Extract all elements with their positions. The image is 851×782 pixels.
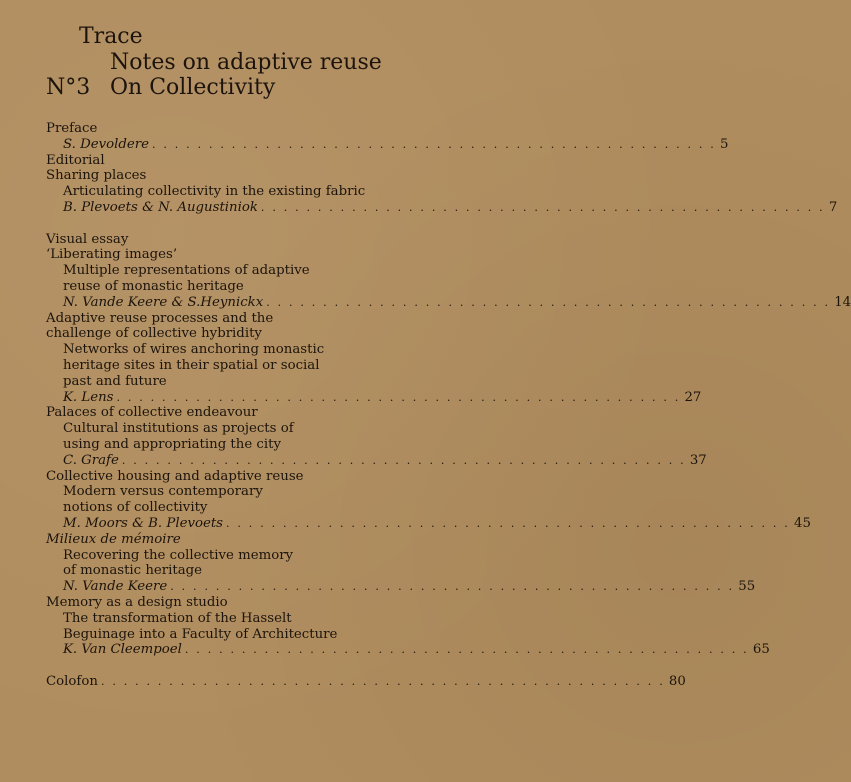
toc-entry-collective-housing[interactable] <box>46 515 811 532</box>
dot-leader: . . . . . . . . . . . . . . . . . . . . . . . . . . . . . . . . . . . . . . . . . . . . . . . . . . <box>121 453 686 467</box>
table-of-contents <box>46 121 851 690</box>
toc-page-number: 5 <box>719 136 729 152</box>
dot-leader: . . . . . . . . . . . . . . . . . . . . . . . . . . . . . . . . . . . . . . . . . . . . . . . . . . <box>266 295 831 309</box>
toc-author: C. Grafe <box>63 452 119 468</box>
toc-section-visual-essay: Visual essay <box>46 231 129 247</box>
toc-spacer <box>46 216 386 232</box>
dot-leader: . . . . . . . . . . . . . . . . . . . . . . . . . . . . . . . . . . . . . . . . . . . . . . . . . . <box>100 674 665 688</box>
toc-section-adaptive-reuse-processes: challenge of collective hybridity <box>46 326 262 342</box>
toc-article-title: Modern versus contemporary <box>63 484 263 500</box>
toc-spacer <box>46 658 386 674</box>
dot-leader: . . . . . . . . . . . . . . . . . . . . . . . . . . . . . . . . . . . . . . . . . . . . . . . . . . <box>152 137 716 151</box>
toc-section-palaces: Palaces of collective endeavour <box>46 405 258 421</box>
toc-entry-milieux-de-memoire[interactable] <box>46 579 756 595</box>
toc-article-title: of monastic heritage <box>63 563 203 579</box>
toc-author: S. Devoldere <box>63 136 149 152</box>
dot-leader: . . . . . . . . . . . . . . . . . . . . . . . . . . . . . . . . . . . . . . . . . . . . . . . . . . <box>170 580 735 594</box>
toc-article-title: reuse of monastic heritage <box>63 278 244 294</box>
dot-leader: . . . . . . . . . . . . . . . . . . . . . . . . . . . . . . . . . . . . . . . . . . . . . . . . . . <box>226 516 790 530</box>
toc-section-collective-housing: Collective housing and adaptive reuse <box>46 468 304 484</box>
toc-article-title: Multiple representations of adaptive <box>63 263 310 279</box>
toc-section-adaptive-reuse-processes: Adaptive reuse processes and the <box>46 310 274 326</box>
toc-article-title: Networks of wires anchoring monastic <box>63 342 325 358</box>
toc-entry-colofon[interactable] <box>46 673 686 690</box>
toc-entry-liberating-images[interactable] <box>46 294 851 311</box>
toc-author: N. Vande Keere <box>63 579 168 595</box>
toc-page-number: 14 <box>834 294 851 310</box>
journal-title: Trace <box>79 24 143 49</box>
toc-section-milieux-de-memoire: Milieux de mémoire <box>46 531 181 547</box>
dot-leader: . . . . . . . . . . . . . . . . . . . . . . . . . . . . . . . . . . . . . . . . . . . . . . . . . . <box>116 390 681 404</box>
toc-entry-preface[interactable] <box>46 136 729 153</box>
toc-author: K. Lens <box>63 389 114 405</box>
toc-section-liberating-images: ‘Liberating images’ <box>46 247 178 263</box>
toc-author: B. Plevoets & N. Augustiniok <box>63 199 258 215</box>
toc-article-title: Recovering the collective memory <box>63 547 294 563</box>
dot-leader: . . . . . . . . . . . . . . . . . . . . . . . . . . . . . . . . . . . . . . . . . . . . . . . . . . <box>260 200 825 214</box>
toc-section-preface: Preface <box>46 121 98 136</box>
toc-section-sharing-places: Sharing places <box>46 168 147 184</box>
toc-article-title: Articulating collectivity in the existing fabric <box>63 184 366 200</box>
toc-author: N. Vande Keere & S.Heynickx <box>63 294 264 310</box>
toc-article-title: notions of collectivity <box>63 500 208 516</box>
toc-page-number: 45 <box>793 515 811 531</box>
issue-number: N°3 <box>46 75 91 100</box>
toc-author: M. Moors & B. Plevoets <box>63 515 224 531</box>
toc-section-colofon: Colofon <box>46 673 98 689</box>
toc-entry-palaces[interactable] <box>46 452 707 469</box>
toc-entry-adaptive-reuse-processes[interactable] <box>46 389 702 406</box>
toc-section-editorial: Editorial <box>46 152 105 168</box>
toc-page-number: 27 <box>684 389 702 405</box>
toc-article-title: heritage sites in their spatial or social <box>63 357 320 373</box>
issue-theme: On Collectivity <box>110 75 276 100</box>
toc-page-number: 7 <box>828 199 838 215</box>
toc-page-number: 65 <box>752 642 770 658</box>
journal-subtitle: Notes on adaptive reuse <box>110 50 382 75</box>
toc-article-title: past and future <box>63 373 167 389</box>
toc-author: K. Van Cleempoel <box>63 642 182 658</box>
toc-page-number: 80 <box>668 673 686 689</box>
toc-article-title: using and appropriating the city <box>63 436 281 452</box>
toc-entry-sharing-places[interactable] <box>46 199 838 216</box>
dot-leader: . . . . . . . . . . . . . . . . . . . . . . . . . . . . . . . . . . . . . . . . . . . . . . . . . . <box>184 643 749 657</box>
toc-section-memory-design-studio: Memory as a design studio <box>46 594 228 610</box>
toc-page-number: 55 <box>738 579 756 595</box>
toc-page-number: 37 <box>689 452 707 468</box>
toc-article-title: Beguinage into a Faculty of Architecture <box>63 626 338 642</box>
toc-article-title: Cultural institutions as projects of <box>63 421 294 437</box>
toc-entry-memory-design-studio[interactable] <box>46 642 770 658</box>
toc-article-title: The transformation of the Hasselt <box>63 610 292 626</box>
